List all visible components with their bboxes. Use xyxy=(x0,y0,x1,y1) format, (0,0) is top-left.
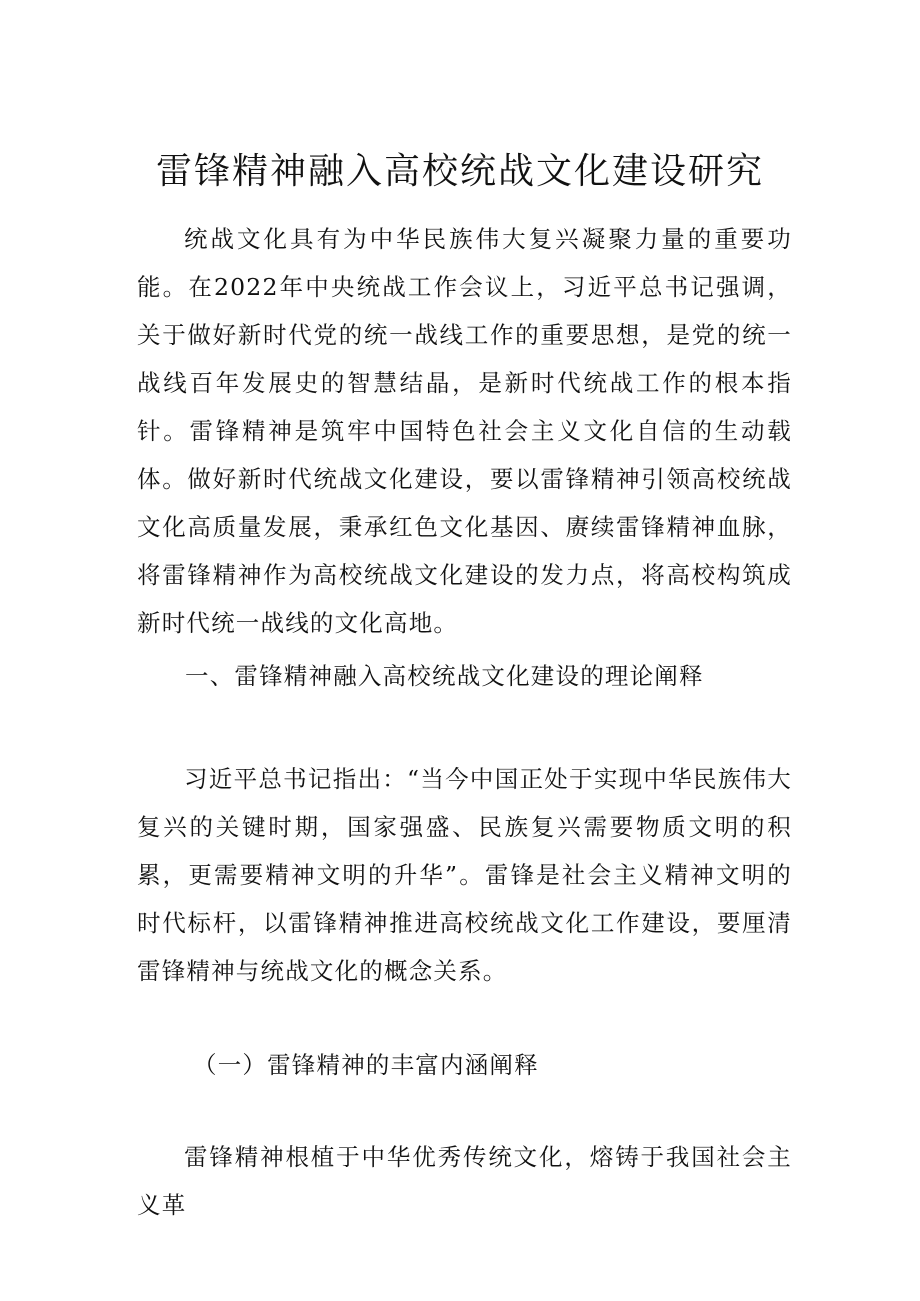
document-title: 雷锋精神融入高校统战文化建设研究 xyxy=(155,151,764,192)
section-heading-1: 一、雷锋精神融入高校统战文化建设的理论阐释 xyxy=(185,662,704,690)
paragraph-section-1: 习近平总书记指出：“当今中国正处于实现中华民族伟大复兴的关键时期，国家强盛、民族复兴需要物质文明的积累，更需要精神文明的升华”。雷锋是社会主义精神文明的时代标杆，以雷锋精神推进高校统战文化工作建设，要厘清雷锋精神与统战文化的概念关系。 xyxy=(137,765,792,985)
subsection-heading-1: （一）雷锋精神的丰富内涵阐释 xyxy=(193,1051,539,1079)
paragraph-intro: 统战文化具有为中华民族伟大复兴凝聚力量的重要功能。在2022年中央统战工作会议上，习近平总书记强调，关于做好新时代党的统一战线工作的重要思想，是党的统一战线百年发展史的智慧结晶，是新时代统战工作的根本指针。雷锋精神是筑牢中国特色社会主义文化自信的生动载体。做好新时代统战文化建设，要以雷锋精神引领高校统战文化高质量发展，秉承红色文化基因、赓续雷锋精神血脉，将雷锋精神作为高校统战文化建设的发力点，将高校构筑成新时代统一战线的文化高地。 xyxy=(137,225,792,637)
paragraph-subsection-1: 雷锋精神根植于中华优秀传统文化，熔铸于我国社会主义革 xyxy=(137,1143,792,1219)
